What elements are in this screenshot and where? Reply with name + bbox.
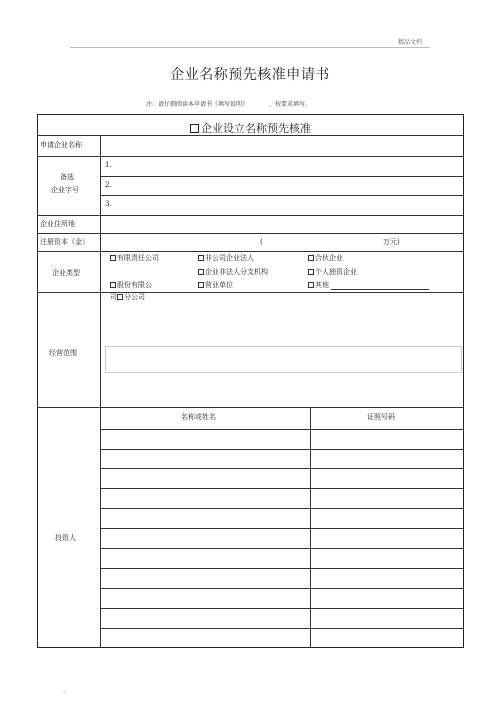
checkbox[interactable] bbox=[110, 255, 116, 261]
col-header-id: 证照号码 bbox=[367, 413, 395, 421]
row-divider bbox=[37, 215, 464, 216]
checkbox[interactable] bbox=[308, 269, 314, 275]
column-divider bbox=[100, 135, 101, 648]
row-divider bbox=[37, 407, 464, 408]
label-enterprise-type: 企业类型 bbox=[52, 269, 80, 277]
section-title-text: 企业设立名称预先核准 bbox=[201, 122, 311, 135]
label-address: 企业住所地 bbox=[40, 220, 75, 228]
footer-dot: . bbox=[63, 686, 66, 694]
row-divider bbox=[37, 292, 464, 293]
document-tag: 精品文档 bbox=[398, 39, 423, 46]
alt-name-1: 1. bbox=[105, 161, 112, 169]
label-applicant: 申请企业名称 bbox=[40, 141, 82, 149]
capital-open-paren: ( bbox=[260, 238, 263, 246]
row-divider bbox=[100, 176, 464, 177]
checkbox[interactable] bbox=[117, 294, 123, 300]
row-divider bbox=[100, 195, 464, 196]
business-scope-field[interactable] bbox=[105, 346, 462, 373]
row-divider bbox=[100, 528, 464, 529]
row-divider bbox=[37, 233, 464, 234]
capital-unit: 万元) bbox=[383, 238, 400, 246]
header-rule bbox=[70, 47, 430, 48]
row-divider bbox=[100, 628, 464, 629]
option-business-unit[interactable]: 营业单位 bbox=[198, 282, 233, 289]
row-divider bbox=[100, 468, 464, 469]
form-title: 企业名称预先核准申请书 bbox=[170, 67, 330, 83]
row-divider bbox=[100, 488, 464, 489]
row-divider bbox=[100, 568, 464, 569]
checkbox[interactable] bbox=[198, 255, 204, 261]
option-sole-proprietor[interactable]: 个人独资企业 bbox=[308, 269, 357, 276]
checkbox[interactable] bbox=[198, 282, 204, 288]
note-part-1: 注：请仔细阅读本申请书《填写说明》 bbox=[146, 101, 246, 108]
row-divider bbox=[100, 449, 464, 450]
row-divider bbox=[100, 548, 464, 549]
label-capital: 注册资本（金） bbox=[40, 238, 89, 246]
option-partnership[interactable]: 合伙企业 bbox=[308, 255, 343, 262]
row-divider bbox=[100, 608, 464, 609]
label-business-scope: 经营范围 bbox=[49, 349, 77, 357]
checkbox[interactable] bbox=[110, 282, 116, 288]
label-alt-names-1: 备选 bbox=[60, 173, 74, 181]
checkbox[interactable] bbox=[308, 282, 314, 288]
row-divider bbox=[37, 156, 464, 157]
label-investor: 投资人 bbox=[55, 534, 76, 542]
row-divider bbox=[100, 508, 464, 509]
option-non-company-legal[interactable]: 非公司企业法人 bbox=[198, 255, 254, 262]
alt-name-3: 3. bbox=[105, 200, 112, 208]
label-alt-names-2: 企业字号 bbox=[51, 186, 79, 194]
option-branch[interactable]: 企业非法人分支机构 bbox=[198, 269, 268, 276]
alt-name-2: 2. bbox=[105, 181, 112, 189]
checkbox[interactable] bbox=[198, 269, 204, 275]
checkbox[interactable] bbox=[308, 255, 314, 261]
row-divider bbox=[37, 135, 464, 136]
column-divider bbox=[310, 407, 311, 648]
option-other[interactable]: 其他 bbox=[308, 282, 329, 289]
row-divider bbox=[100, 429, 464, 430]
col-header-name: 名称或姓名 bbox=[181, 413, 216, 421]
option-llc[interactable]: 有限责任公司 bbox=[110, 255, 159, 262]
note-part-2: ，按要求填写。 bbox=[269, 101, 312, 108]
other-fill-line[interactable] bbox=[331, 289, 429, 290]
checkbox-section[interactable] bbox=[190, 124, 199, 133]
form-note bbox=[146, 99, 335, 108]
row-divider bbox=[37, 251, 464, 252]
row-divider bbox=[100, 588, 464, 589]
section-title bbox=[37, 120, 464, 136]
option-joint-stock[interactable]: 股份有限公 bbox=[110, 282, 152, 289]
option-branch-company[interactable]: 司 分公司 bbox=[110, 293, 145, 301]
